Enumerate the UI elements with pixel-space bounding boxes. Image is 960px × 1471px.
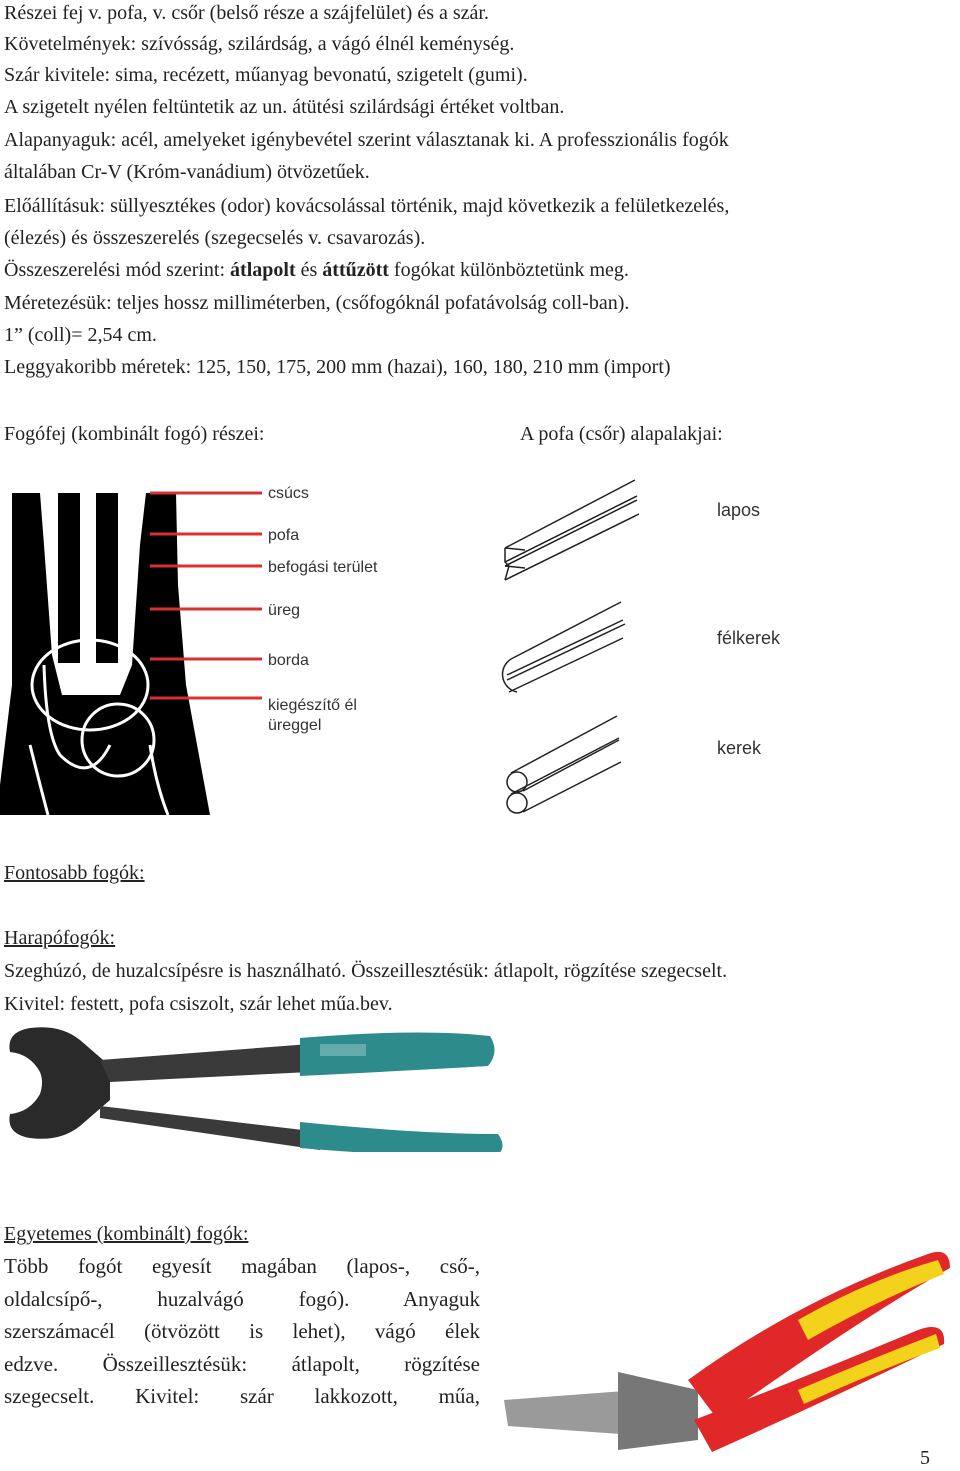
harapo-heading: Harapófogók: — [4, 927, 116, 949]
figure-left-heading: Fogófej (kombinált fogó) részei: — [4, 423, 265, 445]
label-lapos: lapos — [717, 500, 761, 520]
page-number: 5 — [920, 1447, 930, 1469]
intro-line-5b: általában Cr-V (Króm-vanádium) ötvözetűek. — [4, 161, 370, 183]
intro-line-9: 1” (coll)= 2,54 cm. — [4, 324, 157, 346]
assembly-and: és — [295, 259, 323, 281]
flat-jaw-shape — [505, 480, 639, 580]
assembly-type-through: áttűzött — [322, 259, 389, 281]
intro-line-3: Szár kivitele: sima, recézett, műanyag bevonatú, szigetelt (gumi). — [4, 64, 528, 86]
label-ureggel: üreggel — [268, 717, 322, 734]
lower-handle — [300, 1122, 503, 1152]
egyetemes-heading: Egyetemes (kombinált) fogók: — [4, 1223, 249, 1245]
jaw-teeth — [80, 493, 98, 607]
label-pofa: pofa — [268, 527, 300, 544]
half-round-jaw-shape — [503, 602, 625, 692]
intro-line-7 — [4, 254, 629, 287]
intro-line-6a: Előállításuk: süllyesztékes (odor) kovácsolással történik, majd következik a felületkezelés, — [4, 195, 730, 217]
intro-line-10: Leggyakoribb méretek: 125, 150, 175, 200 mm (hazai), 160, 180, 210 mm (import) — [4, 356, 671, 378]
intro-line-4: A szigetelt nyélen feltüntetik az un. átütési szilárdsági értéket voltban. — [4, 96, 565, 118]
egyetemes-line-1: Több fogót egyesít magában (lapos-, cső-, — [4, 1254, 480, 1278]
round-jaw-shape — [507, 716, 621, 813]
intro-line-1: Részei fej v. pofa, v. csőr (belső része a szájfelület) és a szár. — [4, 2, 489, 24]
end-cutting-pliers-image — [0, 1022, 510, 1152]
label-kiegeszito-el: kiegészítő él — [268, 697, 357, 714]
intro-line-5a: Alapanyaguk: acél, amelyeket igénybevétel szerint választanak ki. A professzionális fogók — [4, 129, 729, 151]
label-befogasi-terulet: befogási terület — [268, 559, 378, 576]
assembly-type-overlap: átlapolt — [230, 259, 296, 281]
label-kerek: kerek — [717, 738, 762, 758]
harapo-line-1: Szeghúzó, de huzalcsípésre is használható. Összeillesztésük: átlapolt, rögzítése szegecselt. — [4, 960, 728, 982]
label-ureg: üreg — [268, 602, 301, 619]
intro-line-6b: (élezés) és összeszerelés (szegecselés v. csavarozás). — [4, 227, 426, 249]
intro-line-8: Méretezésük: teljes hossz milliméterben, (csőfogóknál pofatávolság coll-ban). — [4, 292, 630, 314]
section-heading-main: Fontosabb fogók: — [4, 862, 145, 884]
egyetemes-line-4: edzve. Összeillesztésük: átlapolt, rögzítése — [4, 1352, 480, 1376]
plier-head-diagram — [0, 485, 480, 825]
label-csucs: csúcs — [268, 485, 309, 502]
label-borda: borda — [268, 652, 309, 669]
combination-pliers-image — [498, 1240, 958, 1466]
egyetemes-line-3: szerszámacél (ötvözött is lehet), vágó élek — [4, 1319, 480, 1343]
jaw-shapes-diagram — [495, 470, 835, 825]
egyetemes-line-2: oldalcsípő-, huzalvágó fogó). Anyaguk — [4, 1287, 480, 1311]
harapo-line-2: Kivitel: festett, pofa csiszolt, szár lehet műa.bev. — [4, 993, 393, 1015]
label-felkerek: félkerek — [717, 628, 781, 648]
egyetemes-line-5: szegecselt. Kivitel: szár lakkozott, műa, — [4, 1384, 480, 1408]
assembly-suffix: fogókat különböztetünk meg. — [388, 259, 629, 281]
assembly-prefix: Összeszerelési mód szerint: — [4, 259, 231, 281]
intro-line-2: Követelmények: szívósság, szilárdság, a vágó élnél keménység. — [4, 33, 515, 55]
figure-right-heading: A pofa (csőr) alapalakjai: — [520, 423, 723, 445]
pliers-head — [9, 1027, 110, 1139]
